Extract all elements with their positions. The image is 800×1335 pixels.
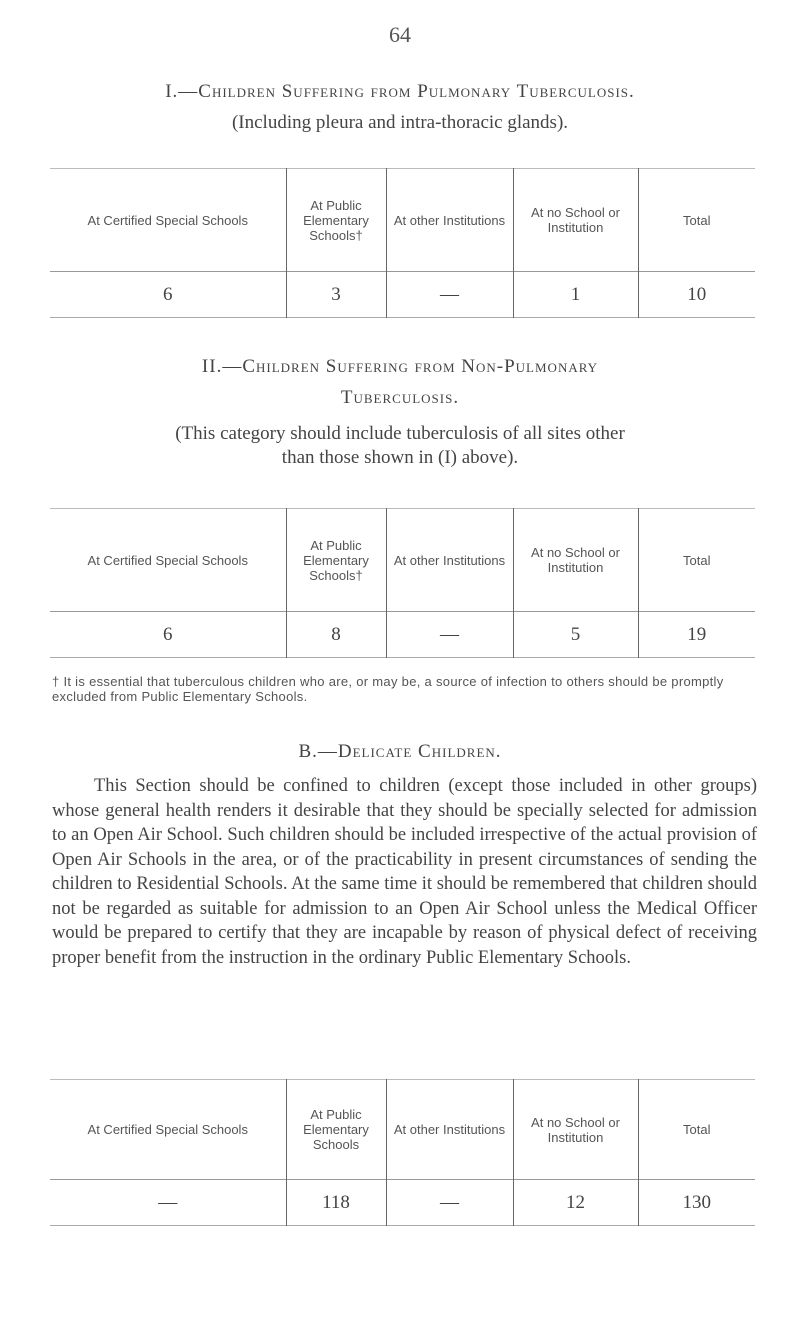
value-total: 10 bbox=[638, 272, 755, 318]
section-1-subtitle: (Including pleura and intra-thoracic glands). bbox=[231, 112, 569, 133]
section-2-note-line2: than those shown in (I) above). bbox=[281, 447, 519, 468]
value-no-school: 5 bbox=[513, 612, 638, 658]
value-certified-special: 6 bbox=[163, 283, 173, 305]
page-number: 64 bbox=[389, 22, 411, 47]
header-total: Total bbox=[638, 1080, 755, 1180]
value-no-school: 12 bbox=[513, 1180, 638, 1226]
pulmonary-table bbox=[50, 168, 755, 318]
value-public-elementary: 3 bbox=[286, 272, 386, 318]
section-1-title: I.—Children Suffering from Pulmonary Tuberculosis. bbox=[165, 81, 635, 102]
section-2-title-line2: Tuberculosis. bbox=[340, 387, 460, 408]
delicate-children-table bbox=[50, 1079, 755, 1226]
header-total: Total bbox=[638, 169, 755, 272]
header-other-institutions: At other Institutions bbox=[386, 1080, 513, 1180]
value-other-institutions: — bbox=[386, 1180, 513, 1226]
section-b-title: B.—Delicate Children. bbox=[298, 741, 502, 762]
value-total: 130 bbox=[638, 1180, 755, 1226]
header-public-elementary: At Public Elementary Schools† bbox=[286, 169, 386, 272]
header-certified-special: At Certified Special Schools bbox=[87, 1122, 248, 1137]
header-other-institutions: At other Institutions bbox=[386, 169, 513, 272]
section-b-paragraph: This Section should be confined to children (except those included in other groups) whose general health renders it desirable that they should be specially selected for admission to an Open Air School. Such children should be included irrespective of the actual provision of Open Air Schools in the area, or of the practicability in present circumstances of sending the children to Residential Schools. At the same time it should be remembered that children should not be regarded as suitable for admission to an Open Air School unless the Medical Officer would be prepared to certify that they are incapable by reason of physical defect of receiving proper benefit from the instruction in the ordinary Public Elementary Schools. bbox=[52, 776, 757, 968]
header-public-elementary: At Public Elementary Schools† bbox=[286, 509, 386, 612]
header-no-school: At no School or Institution bbox=[513, 1080, 638, 1180]
header-certified-special: At Certified Special Schools bbox=[87, 212, 248, 228]
value-public-elementary: 8 bbox=[286, 612, 386, 658]
value-public-elementary: 118 bbox=[286, 1180, 386, 1226]
header-other-institutions: At other Institutions bbox=[386, 509, 513, 612]
non-pulmonary-table bbox=[50, 508, 755, 658]
header-no-school: At no School or Institution bbox=[513, 169, 638, 272]
footnote: † It is essential that tuberculous children who are, or may be, a source of infection to others should be promptly excluded from Public Elementary Schools. bbox=[52, 674, 724, 704]
section-2-title-line1: II.—Children Suffering from Non-Pulmonary bbox=[201, 356, 599, 377]
value-certified-special: — bbox=[158, 1191, 178, 1213]
value-certified-special: 6 bbox=[163, 623, 173, 645]
value-total: 19 bbox=[638, 612, 755, 658]
header-public-elementary: At Public Elementary Schools bbox=[286, 1080, 386, 1180]
header-total: Total bbox=[638, 509, 755, 612]
value-other-institutions: — bbox=[386, 272, 513, 318]
header-certified-special: At Certified Special Schools bbox=[87, 552, 248, 568]
value-other-institutions: — bbox=[386, 612, 513, 658]
header-no-school: At no School or Institution bbox=[513, 509, 638, 612]
section-2-note-line1: (This category should include tuberculosis of all sites other bbox=[175, 423, 625, 444]
value-no-school: 1 bbox=[513, 272, 638, 318]
